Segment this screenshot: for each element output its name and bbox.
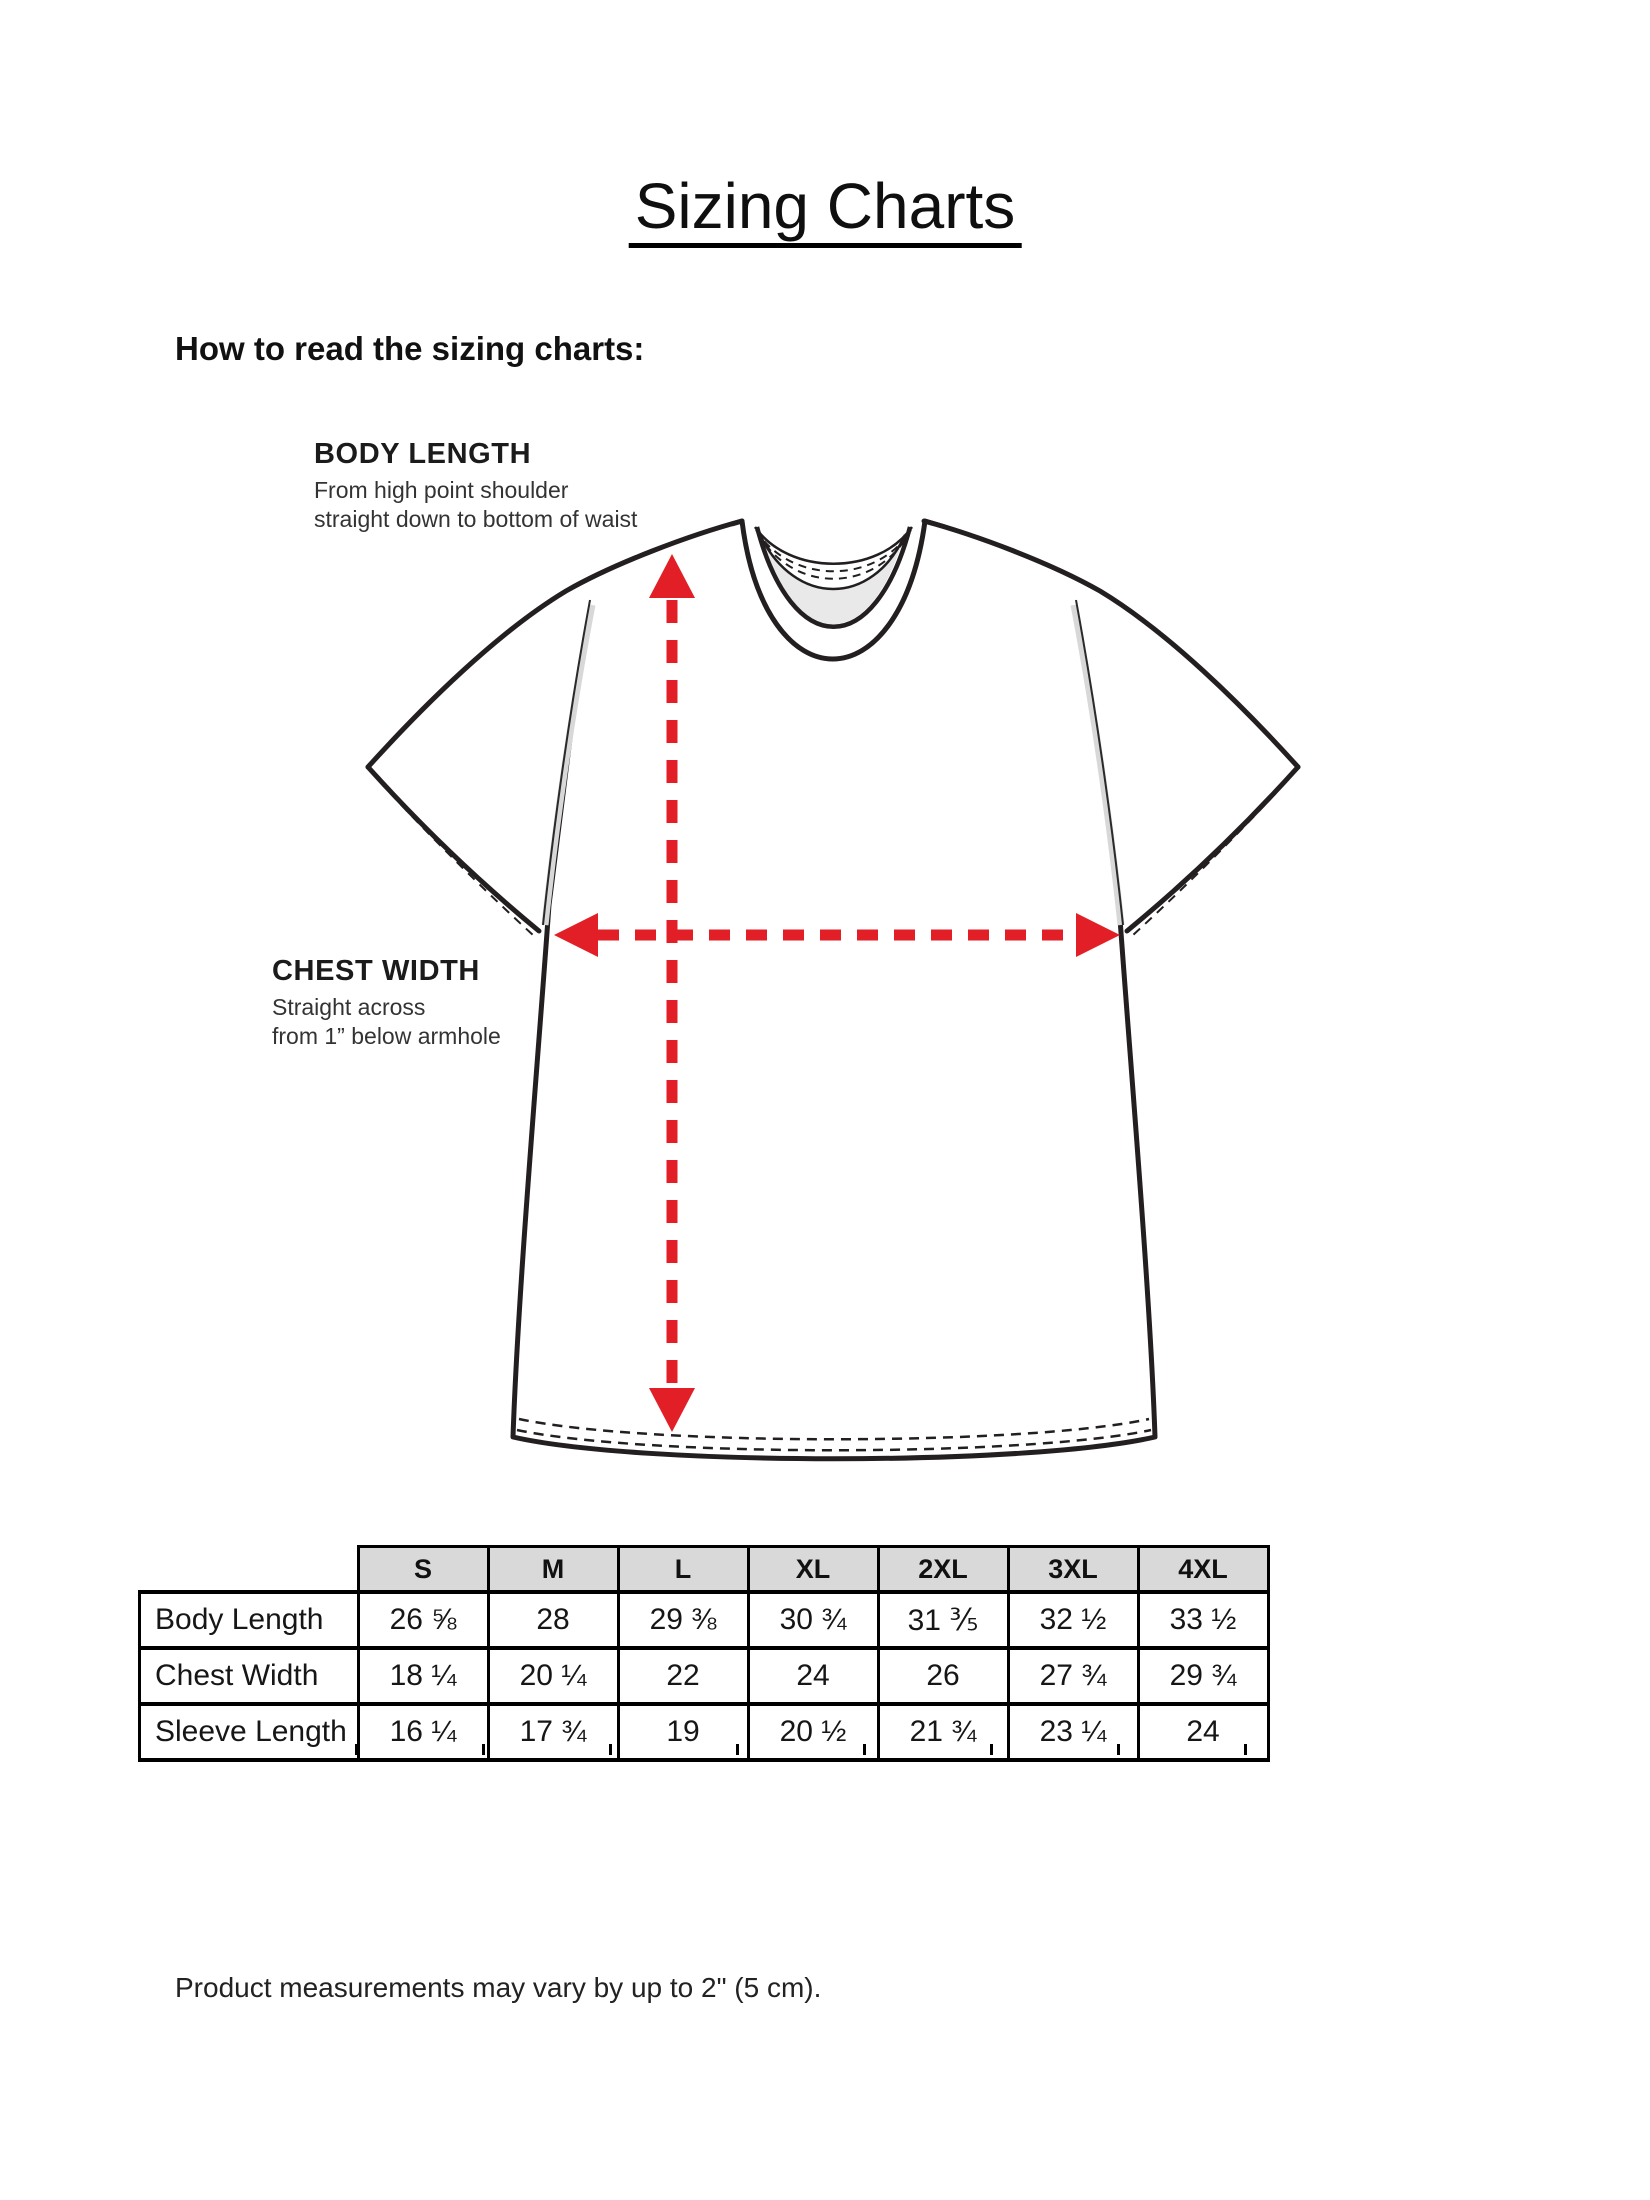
body-length-desc-line1: From high point shoulder bbox=[314, 477, 569, 503]
size-table-header-row bbox=[140, 1547, 1269, 1593]
table-border-stub bbox=[1244, 1744, 1247, 1755]
cell-value: 22 bbox=[618, 1648, 748, 1704]
tshirt-body-outline bbox=[513, 521, 1155, 1459]
row-label: Body Length bbox=[140, 1592, 359, 1648]
size-header-s: S bbox=[358, 1547, 488, 1593]
table-border-stub bbox=[1117, 1744, 1120, 1755]
cell-value: 29 ⅜ bbox=[618, 1592, 748, 1648]
chest-width-desc-line2: from 1” below armhole bbox=[272, 1023, 501, 1049]
table-border-stub bbox=[355, 1744, 358, 1755]
table-row-body-length bbox=[140, 1592, 1269, 1648]
table-border-stub bbox=[990, 1744, 993, 1755]
size-header-l: L bbox=[618, 1547, 748, 1593]
table-border-stub bbox=[736, 1744, 739, 1755]
table-row-chest-width bbox=[140, 1648, 1269, 1704]
chest-width-desc-line1: Straight across bbox=[272, 994, 426, 1020]
body-length-desc-line2: straight down to bottom of waist bbox=[314, 506, 638, 532]
size-header-m: M bbox=[488, 1547, 618, 1593]
table-border-stub bbox=[609, 1744, 612, 1755]
cell-value: 21 ¾ bbox=[878, 1704, 1008, 1760]
cell-value: 24 bbox=[1138, 1704, 1268, 1760]
cell-value: 17 ¾ bbox=[488, 1704, 618, 1760]
page-title: Sizing Charts bbox=[629, 172, 1022, 248]
cell-value: 27 ¾ bbox=[1008, 1648, 1138, 1704]
cell-value: 33 ½ bbox=[1138, 1592, 1268, 1648]
cell-value: 20 ½ bbox=[748, 1704, 878, 1760]
cell-value: 20 ¼ bbox=[488, 1648, 618, 1704]
size-header-xl: XL bbox=[748, 1547, 878, 1593]
how-to-read-heading: How to read the sizing charts: bbox=[175, 330, 645, 367]
measurement-disclaimer: Product measurements may vary by up to 2" (5 cm). bbox=[175, 1972, 822, 2003]
chest-width-label: CHEST WIDTH bbox=[272, 955, 480, 987]
size-header-2xl: 2XL bbox=[878, 1547, 1008, 1593]
cell-value: 28 bbox=[488, 1592, 618, 1648]
size-table-corner-cell bbox=[140, 1547, 359, 1593]
cell-value: 32 ½ bbox=[1008, 1592, 1138, 1648]
cell-value: 26 bbox=[878, 1648, 1008, 1704]
cell-value: 31 ⅗ bbox=[878, 1592, 1008, 1648]
cell-value: 23 ¼ bbox=[1008, 1704, 1138, 1760]
cell-value: 16 ¼ bbox=[358, 1704, 488, 1760]
row-label: Sleeve Length bbox=[140, 1704, 359, 1760]
cell-value: 29 ¾ bbox=[1138, 1648, 1268, 1704]
body-length-label: BODY LENGTH bbox=[314, 438, 532, 470]
size-header-3xl: 3XL bbox=[1008, 1547, 1138, 1593]
cell-value: 30 ¾ bbox=[748, 1592, 878, 1648]
table-row-sleeve-length bbox=[140, 1704, 1269, 1760]
size-table bbox=[138, 1545, 1270, 1762]
table-border-stub bbox=[863, 1744, 866, 1755]
cell-value: 24 bbox=[748, 1648, 878, 1704]
row-label: Chest Width bbox=[140, 1648, 359, 1704]
table-border-stub bbox=[482, 1744, 485, 1755]
cell-value: 19 bbox=[618, 1704, 748, 1760]
size-header-4xl: 4XL bbox=[1138, 1547, 1268, 1593]
cell-value: 26 ⅝ bbox=[358, 1592, 488, 1648]
cell-value: 18 ¼ bbox=[358, 1648, 488, 1704]
